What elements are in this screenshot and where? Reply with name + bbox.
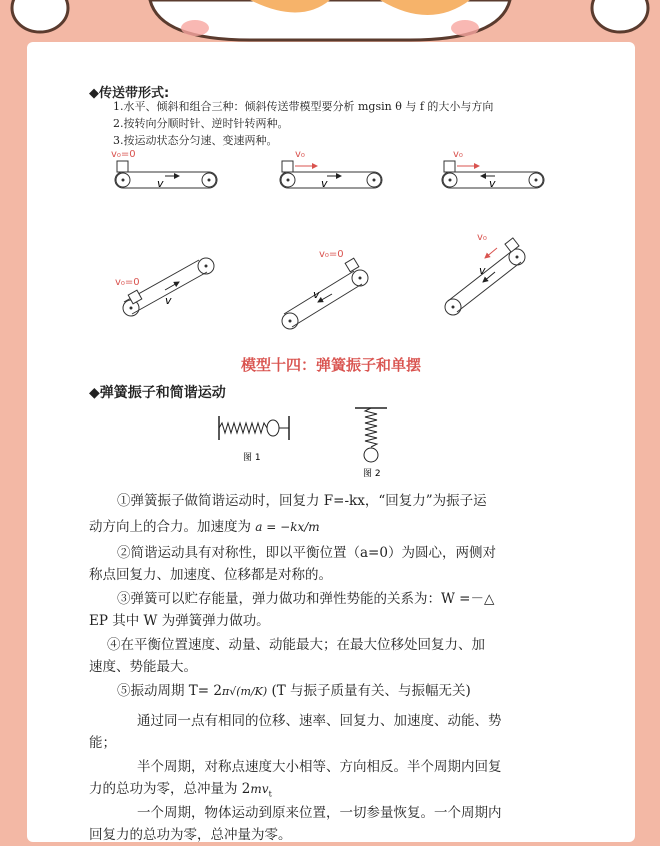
para-3-line-2: EP 其中 W 为弹簧弹力做功。 bbox=[89, 613, 270, 629]
conveyor-line-1: 1.水平、倾斜和组合三种：倾斜传送带模型要分析 mgsin θ 与 f 的大小与方向 bbox=[113, 100, 494, 113]
svg-text:v₀: v₀ bbox=[477, 232, 487, 243]
para-3-line-1: ③弹簧可以贮存能量，弹力做功和弹性势能的关系为：W =－△ bbox=[117, 591, 495, 607]
model-title: 模型十四：弹簧振子和单摆 bbox=[240, 356, 421, 374]
para-7-line-1: 半个周期，对称点速度大小相等、方向相反。半个周期内回复 bbox=[137, 759, 502, 775]
para-1-line-1: ①弹簧振子做简谐运动时，回复力 F=-kx，“回复力”为振子运 bbox=[117, 493, 487, 509]
conveyor-diagrams bbox=[27, 142, 635, 342]
horizontal-belt-3 bbox=[442, 149, 544, 190]
svg-text:v₀=0: v₀=0 bbox=[115, 277, 140, 288]
svg-text:v: v bbox=[313, 288, 320, 301]
spring-heading: ◆弹簧振子和简谐运动 bbox=[89, 385, 226, 401]
svg-text:v₀=0: v₀=0 bbox=[319, 249, 344, 260]
inclined-belt-2 bbox=[282, 249, 368, 329]
svg-text:v: v bbox=[321, 177, 328, 190]
svg-text:v: v bbox=[489, 177, 496, 190]
para-4-line-2: 速度、势能最大。 bbox=[89, 659, 197, 675]
conveyor-line-2: 2.按转向分顺时针、逆时针转两种。 bbox=[113, 117, 289, 130]
svg-text:图 1: 图 1 bbox=[243, 453, 261, 463]
svg-text:v₀: v₀ bbox=[453, 149, 463, 160]
horizontal-belt-1 bbox=[111, 149, 217, 190]
para-6-line-1: 通过同一点有相同的位移、速率、回复力、加速度、动能、势 bbox=[137, 713, 502, 729]
para-8-line-2: 回复力的总功为零，总冲量为零。 bbox=[89, 827, 292, 843]
horizontal-belt-2 bbox=[280, 149, 382, 190]
inclined-belt-1 bbox=[115, 258, 214, 316]
spring-figures bbox=[207, 404, 407, 479]
inclined-belt-3 bbox=[445, 232, 525, 315]
acceleration-formula: a = −kx/m bbox=[255, 520, 320, 534]
para-1-line-2: 动方向上的合力。加速度为 a = −kx/m bbox=[89, 519, 320, 535]
svg-text:v: v bbox=[479, 264, 486, 277]
para-2-line-2: 称点回复力、加速度、位移都是对称的。 bbox=[89, 567, 332, 583]
svg-text:图 2: 图 2 bbox=[363, 469, 381, 479]
figure-2-vertical-spring bbox=[355, 408, 387, 479]
para-2-line-1: ②简谐运动具有对称性，即以平衡位置（a=0）为圆心，两侧对 bbox=[117, 545, 496, 561]
svg-text:v: v bbox=[165, 294, 172, 307]
conveyor-line-3: 3.按运动状态分匀速、变速两种。 bbox=[113, 134, 278, 147]
document-page bbox=[27, 42, 635, 842]
para-7-line-2: 力的总功为零，总冲量为 $2mv_t$ bbox=[89, 781, 272, 799]
figure-1-horizontal-spring bbox=[219, 416, 289, 463]
para-4-line-1: ④在平衡位置速度、动量、动能最大；在最大位移处回复力、加 bbox=[107, 637, 485, 653]
svg-text:v₀=0: v₀=0 bbox=[111, 149, 136, 160]
conveyor-heading: ◆传送带形式: bbox=[89, 86, 170, 101]
para-8-line-1: 一个周期，物体运动到原来位置，一切参量恢复。一个周期内 bbox=[137, 805, 502, 821]
para-5: ⑤振动周期 T= 2π√(m/K) (T 与振子质量有关、与振幅无关) bbox=[117, 683, 471, 699]
para-6-line-2: 能； bbox=[89, 735, 116, 751]
svg-text:v₀: v₀ bbox=[295, 149, 305, 160]
period-formula: π√(m/K) bbox=[222, 685, 268, 698]
svg-text:v: v bbox=[157, 177, 164, 190]
